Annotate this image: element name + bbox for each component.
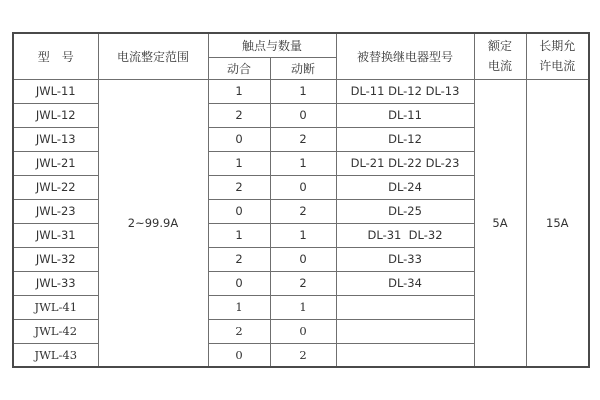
contact-nc-cell: 1 bbox=[270, 79, 336, 103]
replaced-models-cell: DL-31 DL-32 bbox=[336, 223, 474, 247]
replaced-models-cell: DL-24 bbox=[336, 175, 474, 199]
model-cell: JWL-11 bbox=[13, 79, 98, 103]
contact-nc-cell: 0 bbox=[270, 247, 336, 271]
contact-no-cell: 2 bbox=[208, 319, 270, 343]
header-model: 型 号 bbox=[13, 33, 98, 79]
contact-nc-cell: 1 bbox=[270, 223, 336, 247]
rated-current-cell: 5A bbox=[474, 79, 526, 367]
replaced-models-cell: DL-33 bbox=[336, 247, 474, 271]
current-range-cell: 2~99.9A bbox=[98, 79, 208, 367]
contact-no-cell: 1 bbox=[208, 79, 270, 103]
table-body bbox=[13, 79, 589, 367]
contact-no-cell: 0 bbox=[208, 127, 270, 151]
model-cell: JWL-43 bbox=[13, 343, 98, 367]
contact-nc-cell: 1 bbox=[270, 151, 336, 175]
longterm-current-cell: 15A bbox=[526, 79, 589, 367]
contact-no-cell: 1 bbox=[208, 151, 270, 175]
table-header bbox=[13, 33, 589, 79]
header-replaced-models: 被替换继电器型号 bbox=[336, 33, 474, 79]
contact-nc-cell: 2 bbox=[270, 199, 336, 223]
contact-no-cell: 0 bbox=[208, 199, 270, 223]
model-cell: JWL-23 bbox=[13, 199, 98, 223]
header-rated-current-line1: 额定 bbox=[488, 39, 513, 54]
contact-nc-cell: 0 bbox=[270, 103, 336, 127]
model-cell: JWL-42 bbox=[13, 319, 98, 343]
replaced-models-cell: DL-12 bbox=[336, 127, 474, 151]
contact-no-cell: 2 bbox=[208, 103, 270, 127]
replaced-models-cell: DL-34 bbox=[336, 271, 474, 295]
model-cell: JWL-33 bbox=[13, 271, 98, 295]
contact-no-cell: 0 bbox=[208, 271, 270, 295]
contact-nc-cell: 1 bbox=[270, 295, 336, 319]
header-longterm-current-line2: 许电流 bbox=[539, 59, 576, 74]
replaced-models-cell: DL-11 DL-12 DL-13 bbox=[336, 79, 474, 103]
contact-no-cell: 1 bbox=[208, 223, 270, 247]
replaced-models-cell bbox=[336, 295, 474, 319]
replaced-models-cell: DL-25 bbox=[336, 199, 474, 223]
contact-nc-cell: 2 bbox=[270, 271, 336, 295]
contact-nc-cell: 0 bbox=[270, 175, 336, 199]
header-contact-no: 动合 bbox=[208, 57, 270, 79]
model-cell: JWL-31 bbox=[13, 223, 98, 247]
header-rated-current bbox=[474, 33, 526, 79]
header-longterm-current-line1: 长期允 bbox=[539, 39, 576, 54]
replaced-models-cell bbox=[336, 319, 474, 343]
model-cell: JWL-12 bbox=[13, 103, 98, 127]
replaced-models-cell: DL-11 bbox=[336, 103, 474, 127]
model-cell: JWL-13 bbox=[13, 127, 98, 151]
contact-no-cell: 1 bbox=[208, 295, 270, 319]
header-rated-current-line2: 电流 bbox=[488, 59, 513, 74]
model-cell: JWL-21 bbox=[13, 151, 98, 175]
table-row bbox=[13, 79, 589, 103]
replaced-models-cell: DL-21 DL-22 DL-23 bbox=[336, 151, 474, 175]
header-contacts-group: 触点与数量 bbox=[208, 33, 336, 57]
model-cell: JWL-32 bbox=[13, 247, 98, 271]
header-longterm-current bbox=[526, 33, 589, 79]
header-current-range: 电流整定范围 bbox=[98, 33, 208, 79]
contact-no-cell: 0 bbox=[208, 343, 270, 367]
contact-no-cell: 2 bbox=[208, 175, 270, 199]
relay-spec-table bbox=[12, 32, 590, 368]
replaced-models-cell bbox=[336, 343, 474, 367]
model-cell: JWL-22 bbox=[13, 175, 98, 199]
model-cell: JWL-41 bbox=[13, 295, 98, 319]
contact-no-cell: 2 bbox=[208, 247, 270, 271]
contact-nc-cell: 2 bbox=[270, 127, 336, 151]
contact-nc-cell: 0 bbox=[270, 319, 336, 343]
header-contact-nc: 动断 bbox=[270, 57, 336, 79]
contact-nc-cell: 2 bbox=[270, 343, 336, 367]
